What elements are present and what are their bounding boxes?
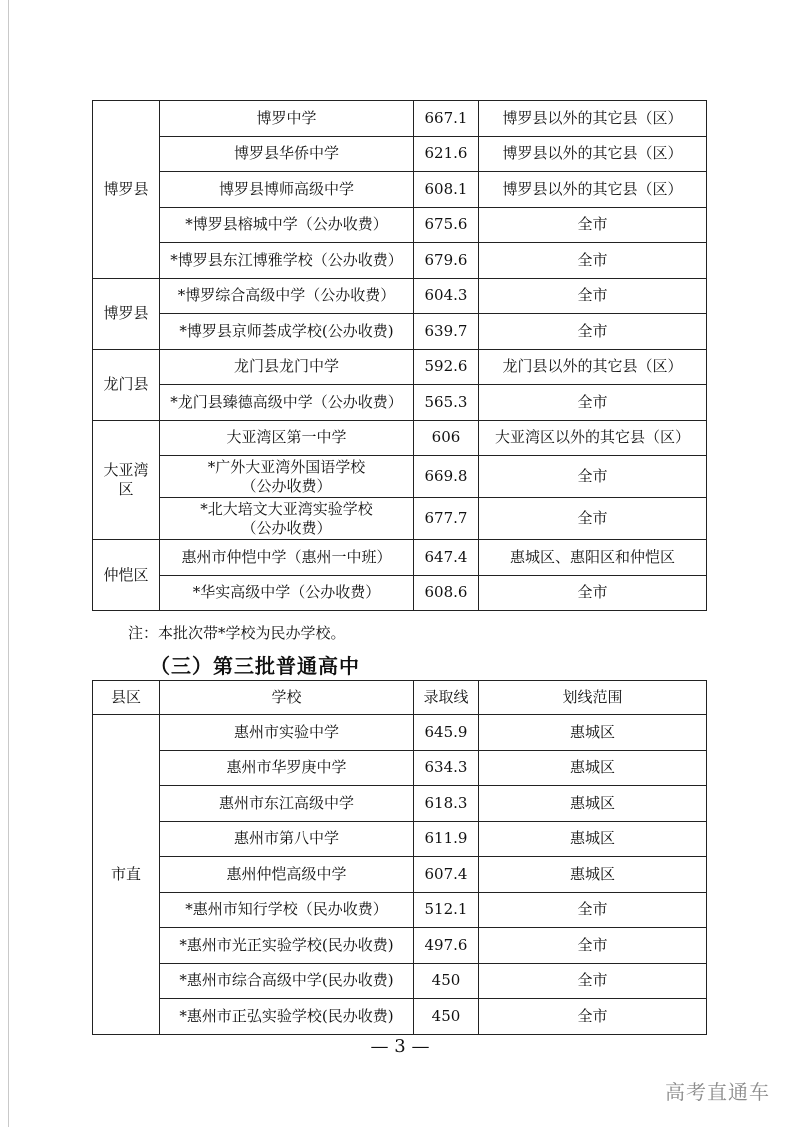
school-cell: *博罗县京师荟成学校(公办收费) — [160, 314, 414, 350]
scope-cell: 大亚湾区以外的其它县（区） — [479, 420, 707, 456]
school-cell: 博罗县华侨中学 — [160, 136, 414, 172]
score-cell: 677.7 — [414, 498, 479, 540]
scope-cell: 全市 — [479, 999, 707, 1035]
school-cell: *博罗县东江博雅学校（公办收费） — [160, 243, 414, 279]
score-cell: 667.1 — [414, 101, 479, 137]
header-score: 录取线 — [414, 681, 479, 715]
score-cell: 565.3 — [414, 385, 479, 421]
scope-cell: 惠城区 — [479, 715, 707, 751]
table-row — [93, 786, 707, 822]
table-row — [93, 278, 707, 314]
scope-cell: 博罗县以外的其它县（区） — [479, 172, 707, 208]
table-row — [93, 498, 707, 540]
scope-cell: 全市 — [479, 314, 707, 350]
scope-cell: 惠城区 — [479, 821, 707, 857]
table-row — [93, 892, 707, 928]
table-row — [93, 928, 707, 964]
score-cell: 497.6 — [414, 928, 479, 964]
scope-cell: 博罗县以外的其它县（区） — [479, 101, 707, 137]
district-cell: 博罗县 — [93, 101, 160, 279]
scope-cell: 全市 — [479, 892, 707, 928]
school-cell: 大亚湾区第一中学 — [160, 420, 414, 456]
header-district: 县区 — [93, 681, 160, 715]
table-row — [93, 420, 707, 456]
score-cell: 608.6 — [414, 575, 479, 611]
scope-cell: 惠城区 — [479, 857, 707, 893]
table-row — [93, 136, 707, 172]
score-cell: 645.9 — [414, 715, 479, 751]
scope-cell: 惠城区 — [479, 786, 707, 822]
table-row — [93, 385, 707, 421]
table-row — [93, 999, 707, 1035]
score-cell: 592.6 — [414, 349, 479, 385]
score-cell: 450 — [414, 999, 479, 1035]
score-cell: 618.3 — [414, 786, 479, 822]
school-cell: 惠州市第八中学 — [160, 821, 414, 857]
school-cell: *惠州市正弘实验学校(民办收费) — [160, 999, 414, 1035]
school-cell: *惠州市综合高级中学(民办收费) — [160, 963, 414, 999]
table-row — [93, 963, 707, 999]
school-cell: 惠州市实验中学 — [160, 715, 414, 751]
school-cell: 博罗中学 — [160, 101, 414, 137]
school-cell: *龙门县臻德高级中学（公办收费） — [160, 385, 414, 421]
district-cell — [93, 420, 160, 540]
school-cell: 惠州市东江高级中学 — [160, 786, 414, 822]
table-row — [93, 750, 707, 786]
scope-cell: 全市 — [479, 575, 707, 611]
district-cell: 市直 — [93, 715, 160, 1035]
school-line: （公办收费） — [241, 476, 332, 495]
district-cell: 龙门县 — [93, 349, 160, 420]
page-number: — 3 — — [370, 1036, 430, 1057]
score-cell: 669.8 — [414, 456, 479, 498]
table-row — [93, 857, 707, 893]
table-row — [93, 575, 707, 611]
school-cell: 惠州市华罗庚中学 — [160, 750, 414, 786]
score-cell: 607.4 — [414, 857, 479, 893]
school-cell: 惠州市仲恺中学（惠州一中班） — [160, 540, 414, 576]
scope-cell: 全市 — [479, 456, 707, 498]
score-cell: 634.3 — [414, 750, 479, 786]
score-cell: 512.1 — [414, 892, 479, 928]
table-row — [93, 349, 707, 385]
table-row — [93, 172, 707, 208]
scope-cell: 惠城区 — [479, 750, 707, 786]
district-line: 大亚湾 — [103, 460, 149, 479]
scope-cell: 博罗县以外的其它县（区） — [479, 136, 707, 172]
school-line: *北大培文大亚湾实验学校 — [200, 499, 373, 518]
school-cell — [160, 498, 414, 540]
score-cell: 639.7 — [414, 314, 479, 350]
score-cell: 606 — [414, 420, 479, 456]
school-line: （公办收费） — [241, 518, 332, 537]
school-cell — [160, 456, 414, 498]
table-row — [93, 314, 707, 350]
table-row — [93, 456, 707, 498]
school-cell: 惠州仲恺高级中学 — [160, 857, 414, 893]
score-cell: 675.6 — [414, 207, 479, 243]
scope-cell: 全市 — [479, 278, 707, 314]
table-row — [93, 540, 707, 576]
watermark-text: 高考直通车 — [665, 1080, 770, 1104]
school-line: *广外大亚湾外国语学校 — [207, 457, 366, 476]
score-cell: 604.3 — [414, 278, 479, 314]
district-cell: 博罗县 — [93, 278, 160, 349]
scope-cell: 全市 — [479, 207, 707, 243]
header-school: 学校 — [160, 681, 414, 715]
district-cell: 仲恺区 — [93, 540, 160, 611]
second-batch-table — [92, 100, 707, 611]
school-cell: *惠州市知行学校（民办收费） — [160, 892, 414, 928]
school-cell: 博罗县博师高级中学 — [160, 172, 414, 208]
school-cell: *惠州市光正实验学校(民办收费) — [160, 928, 414, 964]
scope-cell: 全市 — [479, 243, 707, 279]
table-row — [93, 101, 707, 137]
district-line: 区 — [118, 479, 134, 498]
section-title: （三）第三批普通高中 — [150, 654, 360, 678]
school-cell: *博罗综合高级中学（公办收费） — [160, 278, 414, 314]
school-cell: *华实高级中学（公办收费） — [160, 575, 414, 611]
table-row — [93, 821, 707, 857]
header-scope: 划线范围 — [479, 681, 707, 715]
scope-cell: 全市 — [479, 963, 707, 999]
score-cell: 647.4 — [414, 540, 479, 576]
scope-cell: 全市 — [479, 928, 707, 964]
third-batch-table — [92, 680, 707, 1035]
page-edge-line — [8, 0, 9, 1127]
school-cell: *博罗县榕城中学（公办收费） — [160, 207, 414, 243]
scope-cell: 全市 — [479, 498, 707, 540]
table-row — [93, 715, 707, 751]
table-header-row — [93, 681, 707, 715]
table-row — [93, 243, 707, 279]
scope-cell: 全市 — [479, 385, 707, 421]
table-row — [93, 207, 707, 243]
score-cell: 450 — [414, 963, 479, 999]
scope-cell: 龙门县以外的其它县（区） — [479, 349, 707, 385]
score-cell: 621.6 — [414, 136, 479, 172]
score-cell: 608.1 — [414, 172, 479, 208]
score-cell: 611.9 — [414, 821, 479, 857]
score-cell: 679.6 — [414, 243, 479, 279]
school-cell: 龙门县龙门中学 — [160, 349, 414, 385]
scope-cell: 惠城区、惠阳区和仲恺区 — [479, 540, 707, 576]
table-note: 注：本批次带*学校为民办学校。 — [128, 624, 346, 642]
